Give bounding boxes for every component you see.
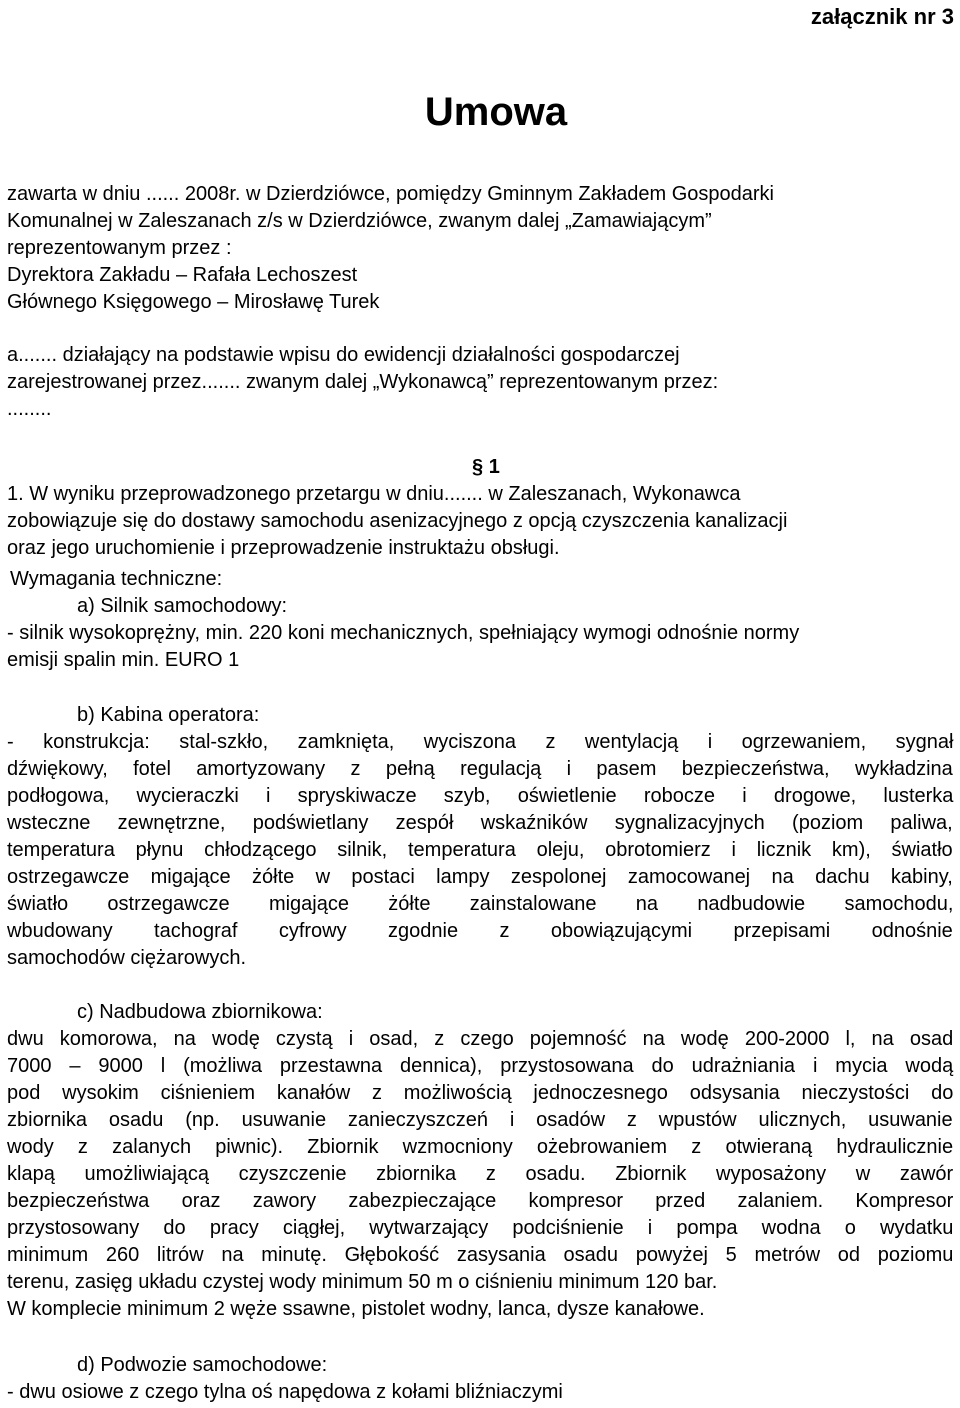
annex-label: załącznik nr 3 — [810, 4, 954, 29]
cabin-line: ostrzegawcze migające żółte w postaci lampy zespolonej zamocowanej na dachu kabiny, — [7, 866, 953, 888]
point-line: 1. W wyniku przeprowadzonego przetargu w dniu....... w Zaleszanach, Wykonawca — [7, 483, 741, 505]
contractor-line: zarejestrowanej przez....... zwanym dalej „Wykonawcą” reprezentowanym przez: — [7, 371, 719, 393]
cabin-line: - konstrukcja: stal-szkło, zamknięta, wyciszona z wentylacją i ogrzewaniem, sygnał — [7, 731, 954, 753]
engine-line: - silnik wysokoprężny, min. 220 koni mechanicznych, spełniający wymogi odnośnie normy — [7, 622, 800, 644]
cabin-line: wsteczne zewnętrzne, podświetlany zespół wskaźników sygnalizacyjnych (poziom paliwa, — [7, 812, 953, 834]
intro-line: Komunalnej w Zaleszanach z/s w Dzierdziówce, zwanym dalej „Zamawiającym” — [7, 210, 712, 232]
tank-line: pod wysokim ciśnieniem kanałów z możliwością jednoczesnego odsysania nieczystości do — [7, 1082, 954, 1104]
contractor-line: ........ — [7, 398, 52, 420]
document-title: Umowa — [424, 90, 568, 134]
intro-line: reprezentowanym przez : — [7, 237, 232, 259]
tank-line: minimum 260 litrów na minutę. Głębokość zasysania osadu powyżej 5 metrów od poziomu — [7, 1244, 954, 1266]
chassis-line: - dwu osiowe z czego tylna oś napędowa z kołami bliźniaczymi — [7, 1381, 563, 1403]
cabin-line: samochodów ciężarowych. — [7, 947, 246, 969]
cabin-line: dźwiękowy, fotel amortyzowany z pełną regulacją i pasem bezpieczeństwa, wykładzina — [7, 758, 953, 780]
chassis-heading: d) Podwozie samochodowe: — [77, 1354, 328, 1376]
tank-line: klapą umożliwiającą czyszczenie zbiornika z osadu. Zbiornik wyposażony w zawór — [7, 1163, 954, 1185]
cabin-line: podłogowa, wycieraczki i spryskiwacze szyb, oświetlenie robocze i drogowe, lusterka — [7, 785, 954, 807]
point-line: zobowiązuje się do dostawy samochodu asenizacyjnego z opcją czyszczenia kanalizacji — [7, 510, 788, 532]
tank-kit-line: W komplecie minimum 2 węże ssawne, pistolet wodny, lanca, dysze kanałowe. — [7, 1298, 705, 1320]
tank-line: dwu komorowa, na wodę czystą i osad, z czego pojemność na wodę 200-2000 l, na osad — [7, 1028, 954, 1050]
section-number: 1 — [488, 456, 500, 478]
section-symbol: § — [472, 456, 484, 478]
section-heading — [472, 454, 500, 480]
tank-line: wody z zalanych piwnic). Zbiornik wzmocniony ożebrowaniem z otwieraną hydraulicznie — [7, 1136, 954, 1158]
tank-line: zbiornika osadu (np. usuwanie zanieczyszczeń i osadów z wpustów ulicznych, usuwanie — [7, 1109, 953, 1131]
tank-line: terenu, zasięg układu czystej wody minimum 50 m o ciśnieniu minimum 120 bar. — [7, 1271, 718, 1293]
intro-line: zawarta w dniu ...... 2008r. w Dzierdziówce, pomiędzy Gminnym Zakładem Gospodarki — [7, 183, 774, 205]
intro-line: Głównego Księgowego – Mirosławę Turek — [7, 291, 380, 313]
tank-heading: c) Nadbudowa zbiornikowa: — [77, 1001, 323, 1023]
point-line: oraz jego uruchomienie i przeprowadzenie instruktażu obsługi. — [7, 537, 560, 559]
requirements-label: Wymagania techniczne: — [10, 568, 223, 590]
cabin-heading: b) Kabina operatora: — [77, 704, 260, 726]
tank-line: bezpieczeństwa oraz zawory zabezpieczające kompresor przed zalaniem. Kompresor — [7, 1190, 954, 1212]
engine-heading: a) Silnik samochodowy: — [77, 595, 288, 617]
tank-line: przystosowany do pracy ciągłej, wytwarzający podciśnienie i pompa wodna o wydatku — [7, 1217, 954, 1239]
tank-line: 7000 – 9000 l (możliwa przestawna dennica), przystosowana do udrażniania i mycia wodą — [7, 1055, 954, 1077]
engine-line: emisji spalin min. EURO 1 — [7, 649, 240, 671]
intro-line: Dyrektora Zakładu – Rafała Lechoszest — [7, 264, 358, 286]
cabin-line: wbudowany tachograf cyfrowy zgodnie z obowiązującymi przepisami odnośnie — [7, 920, 953, 942]
cabin-line: temperatura płynu chłodzącego silnik, temperatura oleju, obrotomierz i licznik km), światło — [7, 839, 953, 861]
contractor-line: a....... działający na podstawie wpisu do ewidencji działalności gospodarczej — [7, 344, 680, 366]
cabin-line: światło ostrzegawcze migające żółte zainstalowane na nadbudowie samochodu, — [7, 893, 954, 915]
